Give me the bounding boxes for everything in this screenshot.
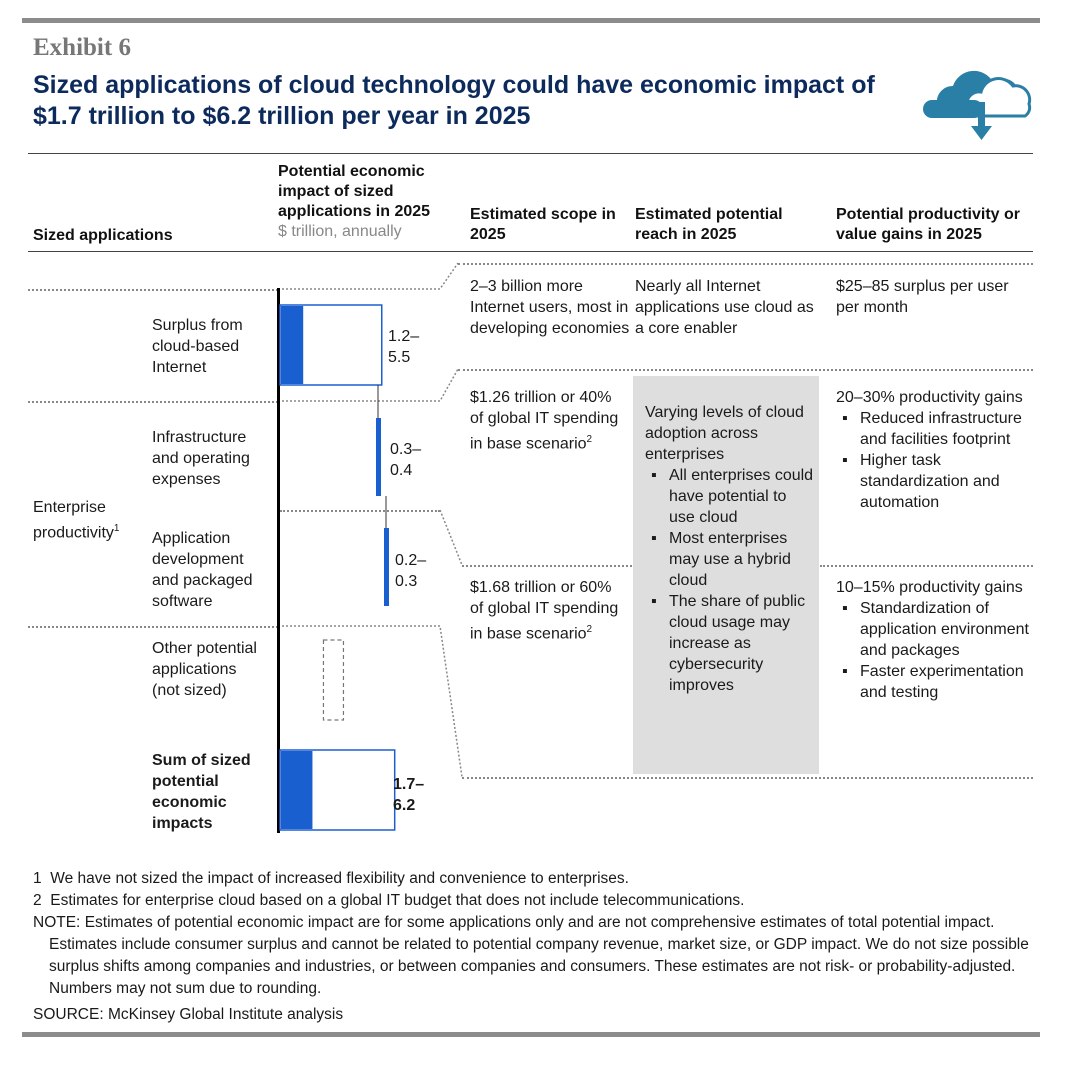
footnote-mark: 2 [586, 434, 593, 445]
row-label-sum: Sum of sized potential economic impacts [152, 752, 251, 832]
col-header-impact-label: Potential economic impact of sized applications in 2025 [278, 163, 431, 220]
scope-infra-text: $1.26 trillion or 40% of global IT spending in base scenario [470, 389, 619, 453]
bar-internet-low [281, 306, 303, 384]
col-header-scope: Estimated scope in 2025 [470, 206, 616, 243]
gains-appdev-list [836, 598, 1031, 703]
footnote-2-text: Estimates for enterprise cloud based on a global IT budget that does not include telecommunications. [50, 892, 745, 909]
list-item: ▪ Higher task standardization and automation [836, 450, 1031, 513]
footnote-2 [33, 890, 1033, 912]
row-label-appdev: Application development and packaged software [152, 530, 253, 610]
row-label-infra: Infrastructure and operating expenses [152, 429, 250, 488]
col-header-reach: Estimated potential reach in 2025 [635, 206, 783, 243]
value-label-sum: 1.7– 6.2 [393, 776, 425, 814]
value-label-infra: 0.3– 0.4 [390, 441, 422, 479]
source-text: McKinsey Global Institute analysis [107, 1006, 344, 1023]
note-label: NOTE: [33, 914, 81, 931]
list-item: ▪ Standardization of application environment and packages [836, 598, 1031, 661]
row-label-internet: Surplus from cloud-based Internet [152, 317, 243, 376]
page-title: Sized applications of cloud technology could have economic impact of $1.7 trillion to $6.2 trillion per year in 2025 [33, 71, 875, 130]
value-label-appdev: 0.2– 0.3 [395, 552, 427, 590]
bar-appdev [384, 528, 389, 606]
list-item: ▪ All enterprises could have potential to use cloud [645, 465, 815, 528]
source [33, 1004, 1033, 1026]
gains-infra-list [836, 408, 1031, 513]
col-header-impact-unit: $ trillion, annually [278, 223, 402, 240]
bottom-rule [22, 1032, 1040, 1037]
scope-internet: 2–3 billion more Internet users, most in developing economies [470, 278, 630, 337]
gains-appdev-head: 10–15% productivity gains [836, 579, 1023, 596]
bar-other-unsized [323, 640, 343, 720]
reach-enterprise [645, 402, 815, 696]
reach-internet: Nearly all Internet applications use cloud as a core enabler [635, 278, 814, 337]
list-item: ▪ Most enterprises may use a hybrid cloud [645, 528, 815, 591]
group-label-enterprise-text: Enterprise productivity [33, 499, 114, 542]
value-label-internet: 1.2– 5.5 [388, 328, 420, 366]
col-header-applications: Sized applications [33, 227, 173, 244]
scope-appdev [470, 577, 625, 644]
col-header-gains: Potential productivity or value gains in 2025 [836, 206, 1021, 243]
note-text: Estimates of potential economic impact are for some applications only and are not comprehensive estimates of total potential impact. Estimates include consumer surplus and cannot be related to potential company revenue, market size, or GDP impact. We do not size possible surplus shifts among companies and industries, or between companies and consumers. These estimates are not risk- or probability-adjusted. Numbers may not sum due to rounding. [49, 914, 1029, 997]
gains-appdev [836, 577, 1031, 703]
source-label: SOURCE: [33, 1006, 104, 1023]
exhibit-label: Exhibit 6 [33, 34, 131, 61]
reach-enterprise-list [645, 465, 815, 696]
gains-infra-head: 20–30% productivity gains [836, 389, 1023, 406]
scope-infra [470, 387, 625, 454]
bar-infra [376, 418, 381, 496]
list-item: ▪ Reduced infrastructure and facilities footprint [836, 408, 1031, 450]
footnotes [33, 868, 1033, 1026]
footnote-1-text: We have not sized the impact of increased flexibility and convenience to enterprises. [50, 870, 629, 887]
reach-enterprise-head: Varying levels of cloud adoption across enterprises [645, 404, 804, 463]
bar-sum-low [281, 751, 312, 829]
footnote-1-num: 1 [33, 870, 42, 887]
note [33, 912, 1033, 1000]
gains-infra [836, 387, 1031, 513]
row-label-other: Other potential applications (not sized) [152, 640, 257, 699]
footnote-mark: 2 [586, 624, 593, 635]
footnote-2-num: 2 [33, 892, 42, 909]
gains-internet: $25–85 surplus per user per month [836, 278, 1009, 316]
list-item: ▪ The share of public cloud usage may increase as cybersecurity improves [645, 591, 815, 696]
footnote-mark: 1 [113, 523, 120, 534]
footnote-1 [33, 868, 1033, 890]
list-item: ▪ Faster experimentation and testing [836, 661, 1031, 703]
scope-appdev-text: $1.68 trillion or 60% of global IT spending in base scenario [470, 579, 619, 643]
